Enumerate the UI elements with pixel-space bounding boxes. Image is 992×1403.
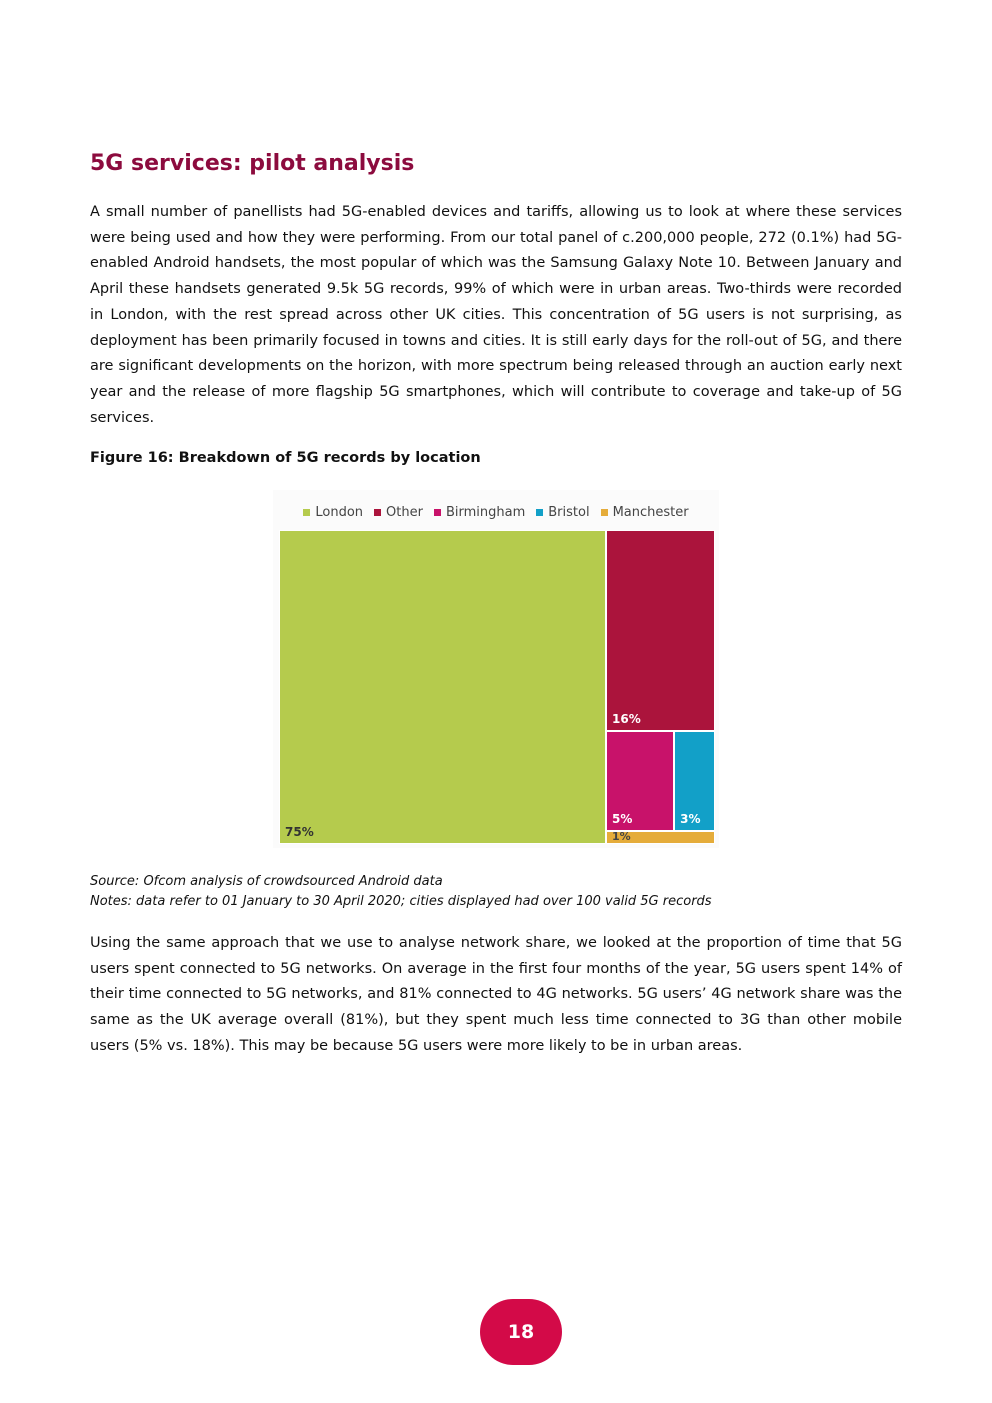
section-heading: 5G services: pilot analysis <box>90 151 415 176</box>
figure-title: Figure 16: Breakdown of 5G records by location <box>90 450 481 466</box>
treemap-chart <box>273 490 719 848</box>
legend-item-bristol <box>536 502 589 522</box>
legend-label-manchester: Manchester <box>612 504 689 520</box>
tile-label-bristol: 3% <box>680 812 701 827</box>
page-number: 18 <box>507 1321 535 1343</box>
legend-swatch-birmingham <box>434 509 441 516</box>
legend-item-london <box>303 502 363 522</box>
legend-item-birmingham <box>434 502 525 522</box>
legend-label-birmingham: Birmingham <box>445 504 526 520</box>
tile-birmingham <box>606 731 674 831</box>
legend-label-other: Other <box>386 504 423 520</box>
legend-label-bristol: Bristol <box>548 504 590 520</box>
legend-swatch-manchester <box>601 509 608 516</box>
figure-notes <box>90 872 712 912</box>
legend-item-other <box>374 502 423 522</box>
legend-swatch-other <box>374 509 381 516</box>
legend-swatch-bristol <box>536 509 543 516</box>
notes-note: Notes: data refer to 01 January to 30 April 2020; cities displayed had over 100 valid 5G records <box>90 894 712 909</box>
tile-label-birmingham: 5% <box>612 812 633 827</box>
legend-item-manchester <box>601 502 689 522</box>
tile-label-london: 75% <box>285 825 314 839</box>
tile-label-manchester: 1% <box>612 829 631 843</box>
intro-paragraph: A small number of panellists had 5G-enabled devices and tariffs, allowing us to look at where these services were being used and how they were performing. From our total panel of c.200,000 people, 272 (0.1%) had 5G-enabled Android handsets, the most popular of which was the Samsung Galaxy Note 10. Between January and April these handsets generated 9.5k 5G records, 99% of which were in urban areas. Two-thirds were recorded in London, with the rest spread across other UK cities. This concentration of 5G users is not surprising, as deployment has been primarily focused in towns and cities. It is still early days for the roll-out of 5G, and there are significant developments on the horizon, with more spectrum being released through an auction early next year and the release of more flagship 5G smartphones, which will contribute to coverage and take-up of 5G services. <box>90 204 902 426</box>
source-note: Source: Ofcom analysis of crowdsourced Android data <box>90 874 443 889</box>
legend-swatch-london <box>303 509 310 516</box>
legend-label-london: London <box>315 504 364 520</box>
chart-legend <box>273 502 719 522</box>
tile-london <box>279 530 606 844</box>
page-number-badge <box>480 1299 562 1365</box>
analysis-paragraph: Using the same approach that we use to analyse network share, we looked at the proportion of time that 5G users spent connected to 5G networks. On average in the first four months of the year, 5G users spent 14% of their time connected to 5G networks, and 81% connected to 4G networks. 5G users’ 4G network share was the same as the UK average overall (81%), but they spent much less time connected to 3G than other mobile users (5% vs. 18%). This may be because 5G users were more likely to be in urban areas. <box>90 935 902 1054</box>
tile-manchester <box>606 831 715 844</box>
tile-other <box>606 530 715 731</box>
tile-bristol <box>674 731 715 831</box>
tile-label-other: 16% <box>612 711 641 726</box>
